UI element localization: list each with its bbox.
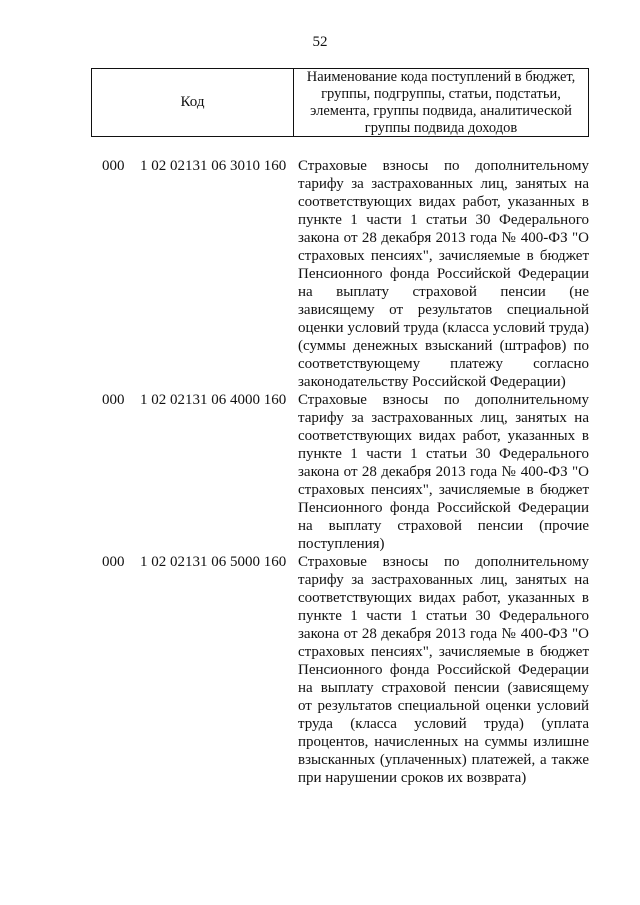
- table-row: [0, 157, 640, 391]
- header-code-cell: Код: [92, 69, 294, 136]
- row-income-code: 1 02 02131 06 3010 160: [140, 158, 287, 174]
- row-description: Страховые взносы по дополнительному тарифу за застрахованных лиц, занятых на соответствующих видах работ, указанных в пункте 1 части 1 статьи 30 Федерального закона от 28 декабря 2013 года № 400-ФЗ "О страховых пенсиях", зачисляемые в бюджет Пенсионного фонда Российской Федерации на выплату страховой пенсии (не зависящему от результатов специальной оценки условий труда (класса условий труда) (суммы денежных взысканий (штрафов) по соответствующему платежу согласно законодательству Российской Федерации): [298, 158, 589, 390]
- table-row: [0, 391, 640, 553]
- table-header: [91, 68, 589, 137]
- row-description: Страховые взносы по дополнительному тарифу за застрахованных лиц, занятых на соответствующих видах работ, указанных в пункте 1 части 1 статьи 30 Федерального закона от 28 декабря 2013 года № 400-ФЗ "О страховых пенсиях", зачисляемые в бюджет Пенсионного фонда Российской Федерации на выплату страховой пенсии (зависящему от результатов специальной оценки условий труда (класса условий труда) (уплата процентов, начисленных на суммы излишне взысканных (уплаченных) платежей, а также при нарушении сроков их возврата): [298, 554, 589, 786]
- row-admin-code: 000: [102, 392, 125, 408]
- row-admin-code: 000: [102, 554, 125, 570]
- row-income-code: 1 02 02131 06 5000 160: [140, 554, 287, 570]
- page-number: 52: [312, 34, 328, 50]
- row-description: Страховые взносы по дополнительному тарифу за застрахованных лиц, занятых на соответствующих видах работ, указанных в пункте 1 части 1 статьи 30 Федерального закона от 28 декабря 2013 года № 400-ФЗ "О страховых пенсиях", зачисляемые в бюджет Пенсионного фонда Российской Федерации на выплату страховой пенсии (прочие поступления): [298, 392, 589, 552]
- row-admin-code: 000: [102, 158, 125, 174]
- row-income-code: 1 02 02131 06 4000 160: [140, 392, 287, 408]
- table-body: [0, 157, 640, 787]
- table-row: [0, 553, 640, 787]
- header-name-cell: Наименование кода поступлений в бюджет, группы, подгруппы, статьи, подстатьи, элемента, группы подвида, аналитической группы подвида доходов: [306, 68, 576, 136]
